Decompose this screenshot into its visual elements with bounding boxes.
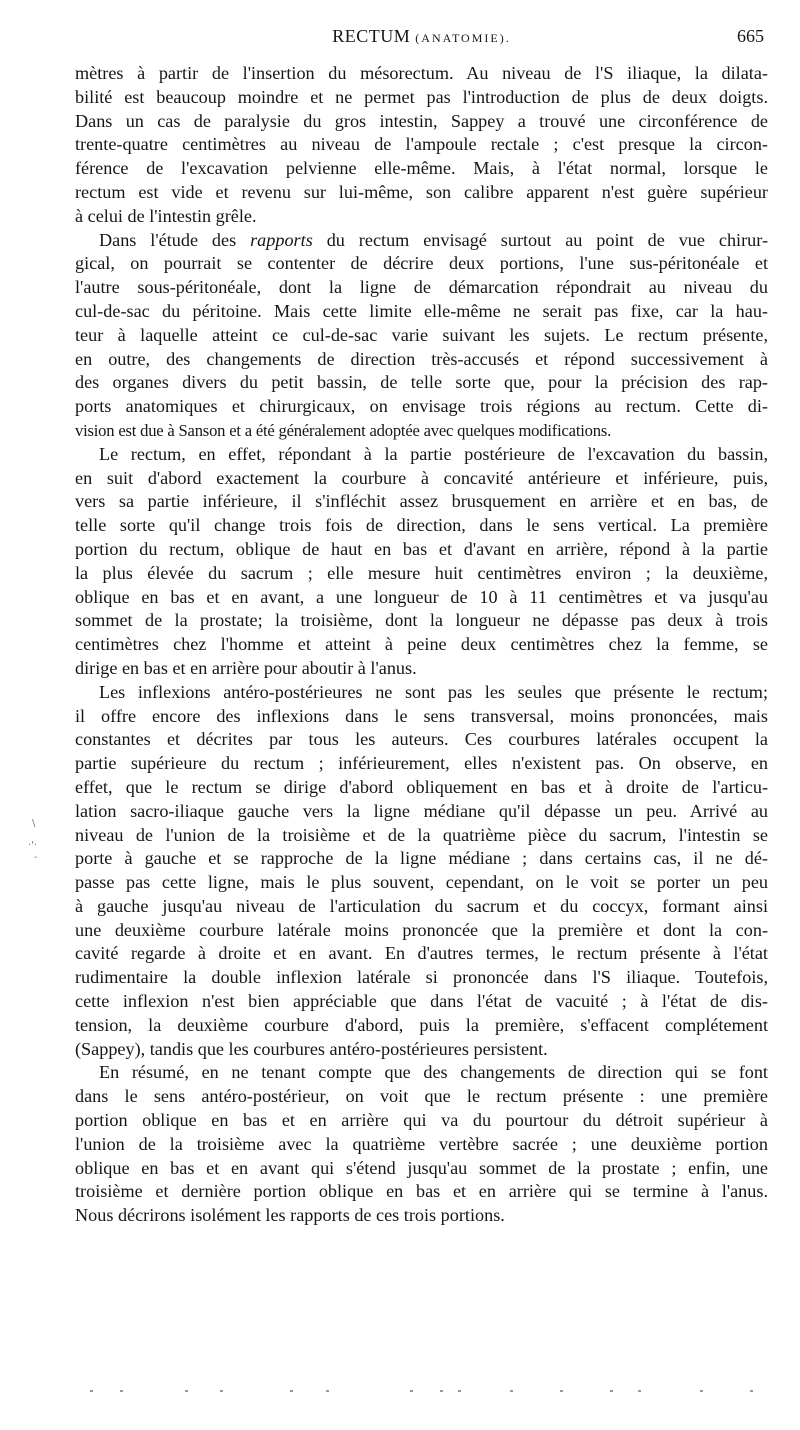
text-line: rectum est vide et revenu sur lui-même, son calibre apparent n'est guère supérieur xyxy=(75,181,768,202)
text-line: oblique en bas et en avant, a une longueur de 10 à 11 centimètres et va jusqu'au xyxy=(75,586,768,607)
text-line: tension, la deuxième courbure d'abord, puis la première, s'effacent complétement xyxy=(75,1014,768,1035)
emphasis: rapports xyxy=(250,229,313,250)
text-line: lation sacro-iliaque gauche vers la ligne médiane qu'il dépasse un peu. Arrivé au xyxy=(75,800,768,821)
text-line: passe pas cette ligne, mais le plus souvent, cependant, on le voit se porter un peu xyxy=(75,872,768,893)
text-line: férence de l'excavation pelvienne elle-même. Mais, à l'état normal, lorsque le xyxy=(75,158,768,179)
text-line: mètres à partir de l'insertion du mésorectum. Au niveau de l'S iliaque, la dilata- xyxy=(75,63,768,83)
text-line: à gauche jusqu'au niveau de l'articulation du sacrum et du coccyx, formant ainsi xyxy=(75,895,768,916)
text-line: gical, on pourrait se contenter de décrire deux portions, l'une sus-péritonéale et xyxy=(75,253,768,274)
text-line: oblique en bas et en avant qui s'étend jusqu'au sommet de la prostate ; enfin, une xyxy=(75,1157,768,1178)
text-line: Les inflexions antéro-postérieures ne sont pas les seules que présente le rectum; xyxy=(99,681,768,702)
text-line: (Sappey), tandis que les courbures antéro-postérieures persistent. xyxy=(75,1038,548,1059)
running-title-sub: (ANATOMIE). xyxy=(415,31,511,45)
text-line: à celui de l'intestin grêle. xyxy=(75,205,257,226)
text-line: teur à laquelle atteint ce cul-de-sac varie suivant les sujets. Le rectum présente, xyxy=(75,324,768,345)
text-line: troisième et dernière portion oblique en bas et en arrière qui se termine à l'anus. xyxy=(75,1181,768,1202)
text-line: Nous décrirons isolément les rapports de ces trois portions. xyxy=(75,1205,505,1226)
scan-speck xyxy=(560,1390,563,1392)
text-line: constantes et décrites par tous les auteurs. Ces courbures latérales occupent la xyxy=(75,729,768,750)
text-line: Dans un cas de paralysie du gros intestin, Sappey a trouvé une circonférence de xyxy=(75,110,768,131)
page-number: 665 xyxy=(737,26,764,46)
paragraph xyxy=(75,443,768,681)
scan-speck xyxy=(510,1390,513,1392)
running-title xyxy=(75,26,768,47)
text-line: effet, que le rectum se dirige d'abord obliquement en bas et à droite de l'articu- xyxy=(75,776,768,797)
text-line: ports anatomiques et chirurgicaux, on envisage trois régions au rectum. Cette di- xyxy=(75,396,768,417)
scan-speck xyxy=(750,1390,753,1392)
margin-specks: \ ·'· - xyxy=(28,818,38,863)
text-line: niveau de l'union de la troisième et de la quatrième pièce du sacrum, l'intestin se xyxy=(75,824,768,845)
text-line: sommet de la prostate; la troisième, dont la longueur ne dépasse pas deux à trois xyxy=(75,610,768,631)
text-line: rudimentaire la double inflexion latérale si prononcée dans l'S iliaque. Toutefois, xyxy=(75,967,768,988)
scan-speck xyxy=(440,1390,443,1392)
text-line: il offre encore des inflexions dans le sens transversal, moins prononcées, mais xyxy=(75,705,768,726)
scan-speck xyxy=(410,1390,413,1392)
text-line: la plus élevée du sacrum ; elle mesure huit centimètres environ ; la deuxième, xyxy=(75,562,768,583)
text-line: En résumé, en ne tenant compte que des changements de direction qui se font xyxy=(99,1062,768,1083)
text-line: centimètres chez l'homme et atteint à peine deux centimètres chez la femme, se xyxy=(75,634,768,655)
text-line: portion oblique en bas et en arrière qui va du pourtour du détroit supérieur à xyxy=(75,1110,768,1131)
text-line: dans le sens antéro-postérieur, on voit que le rectum présente : une première xyxy=(75,1086,768,1107)
scan-speck xyxy=(458,1390,461,1392)
text-line: Le rectum, en effet, répondant à la partie postérieure de l'excavation du bassin, xyxy=(99,443,768,464)
scan-speck xyxy=(185,1390,188,1392)
text-line: l'autre sous-péritonéale, dont la ligne de démarcation répondrait au niveau du xyxy=(75,277,768,298)
text-line: en outre, des changements de direction très-accusés et répond successivement à xyxy=(75,348,768,369)
text-line: Dans l'étude des rapports du rectum envisagé surtout au point de vue chirur- xyxy=(99,229,768,250)
body-text xyxy=(75,62,768,1228)
scan-speck xyxy=(638,1390,641,1392)
running-title-main: RECTUM xyxy=(332,26,411,46)
text-line: une deuxième courbure latérale moins prononcée que la première et dont la con- xyxy=(75,919,768,940)
text-line: des organes divers du petit bassin, de telle sorte que, pour la précision des rap- xyxy=(75,372,768,393)
text-line: portion du rectum, oblique de haut en bas et d'avant en arrière, répond à la partie xyxy=(75,538,768,559)
text-line: trente-quatre centimètres au niveau de l'ampoule rectale ; c'est presque la circon- xyxy=(75,134,768,155)
scan-speck xyxy=(290,1390,293,1392)
scan-speck xyxy=(120,1390,123,1392)
scan-speck xyxy=(90,1390,93,1392)
scan-speck xyxy=(220,1390,223,1392)
text-line: cul-de-sac du péritoine. Mais cette limite elle-même ne serait pas fixe, car la hau- xyxy=(75,300,768,321)
text-line: telle sorte qu'il change trois fois de direction, dans le sens vertical. La première xyxy=(75,515,768,536)
scan-speck xyxy=(700,1390,703,1392)
text-line: dirige en bas et en arrière pour aboutir à l'anus. xyxy=(75,657,417,678)
paragraph xyxy=(75,229,768,443)
text-line: cavité regarde à droite et en avant. En d'autres termes, le rectum présente à l'état xyxy=(75,943,768,964)
scan-speck xyxy=(326,1390,329,1392)
text-line: vers sa partie inférieure, il s'infléchit assez brusquement en arrière et en bas, de xyxy=(75,491,768,512)
paragraph xyxy=(75,681,768,1062)
paragraph xyxy=(75,62,768,229)
bottom-specks xyxy=(90,1390,770,1396)
text-line: cette inflexion n'est bien appréciable que dans l'état de vacuité ; à l'état de dis- xyxy=(75,991,768,1012)
text-line: partie supérieure du rectum ; inférieurement, elles n'existent pas. On observe, en xyxy=(75,753,768,774)
text-line: en suit d'abord exactement la courbure à concavité antérieure et inférieure, puis, xyxy=(75,467,768,488)
text-line: bilité est beaucoup moindre et ne permet pas l'introduction de plus de deux doigts. xyxy=(75,86,768,107)
text-line: l'union de la troisième avec la quatrième vertèbre sacrée ; une deuxième portion xyxy=(75,1133,768,1154)
text-line: vision est due à Sanson et a été généralement adoptée avec quelques modifications. xyxy=(75,420,612,440)
scan-speck xyxy=(610,1390,613,1392)
text-line: porte à gauche et se rapproche de la ligne médiane ; dans certains cas, il ne dé- xyxy=(75,848,768,869)
paragraph xyxy=(75,1061,768,1228)
running-head xyxy=(75,26,768,56)
